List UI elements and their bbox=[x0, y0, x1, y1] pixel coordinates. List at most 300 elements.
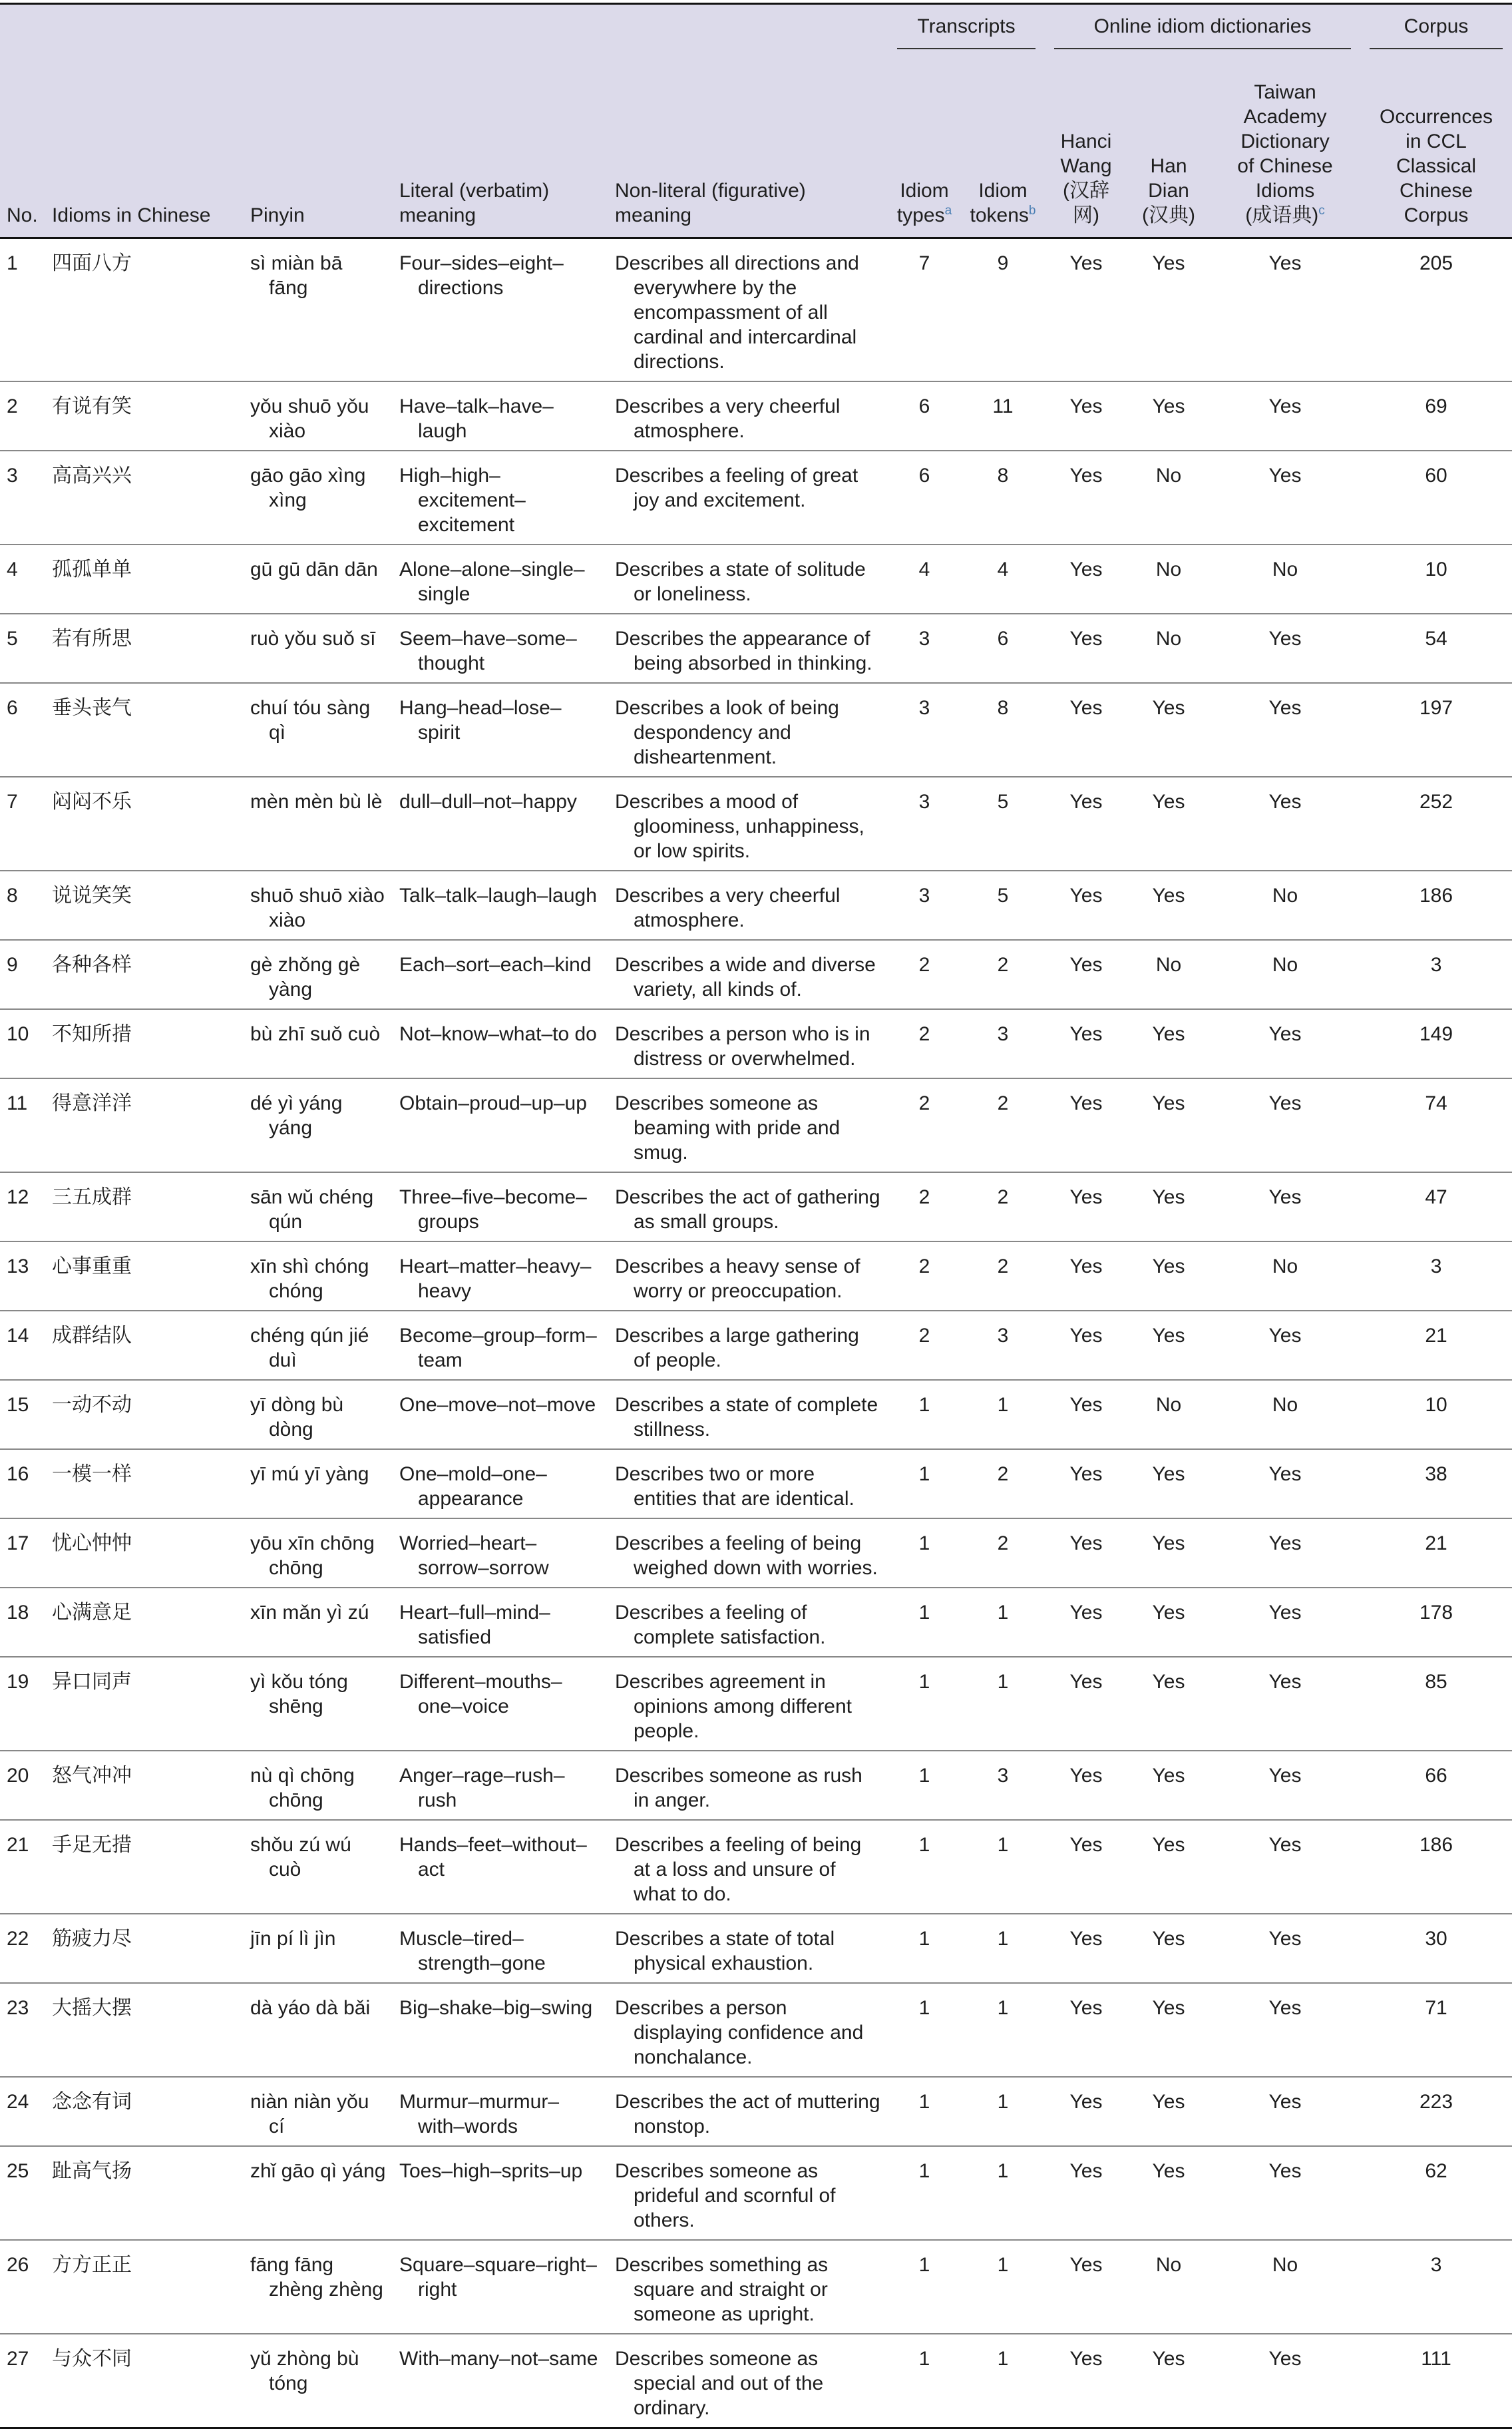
table-row bbox=[0, 683, 1512, 777]
figurative-meaning: Describes the act of gathering as small groups. bbox=[608, 1172, 888, 1241]
hanci-wang: Yes bbox=[1045, 683, 1127, 777]
group-transcripts: Transcripts bbox=[888, 4, 1045, 59]
idiom-types: 1 bbox=[888, 2240, 961, 2334]
idiom-types: 1 bbox=[888, 1820, 961, 1914]
table-row bbox=[0, 238, 1512, 382]
pinyin: yōu xīn chōng chōng bbox=[244, 1518, 393, 1588]
table-row bbox=[0, 777, 1512, 871]
idiom-tokens: 2 bbox=[961, 1078, 1045, 1172]
hanci-wang: Yes bbox=[1045, 2334, 1127, 2428]
hanci-wang: Yes bbox=[1045, 1311, 1127, 1380]
header-column-row bbox=[0, 58, 1512, 238]
table-row bbox=[0, 1914, 1512, 1983]
taiwan-dictionary: Yes bbox=[1210, 1518, 1360, 1588]
ccl-occurrences: 10 bbox=[1360, 1380, 1512, 1449]
literal-meaning: With–many–not–same bbox=[393, 2334, 608, 2428]
figurative-meaning: Describes a person who is in distress or overwhelmed. bbox=[608, 1009, 888, 1078]
pinyin: shǒu zú wú cuò bbox=[244, 1820, 393, 1914]
ccl-occurrences: 223 bbox=[1360, 2077, 1512, 2146]
idiom-tokens: 2 bbox=[961, 1449, 1045, 1518]
literal-meaning: Talk–talk–laugh–laugh bbox=[393, 871, 608, 940]
taiwan-dictionary: Yes bbox=[1210, 614, 1360, 683]
hanci-wang: Yes bbox=[1045, 381, 1127, 451]
ccl-occurrences: 54 bbox=[1360, 614, 1512, 683]
row-number: 12 bbox=[0, 1172, 45, 1241]
col-idiom: Idioms in Chinese bbox=[45, 58, 244, 238]
row-number: 27 bbox=[0, 2334, 45, 2428]
taiwan-dictionary: Yes bbox=[1210, 2146, 1360, 2240]
idiom-tokens: 4 bbox=[961, 545, 1045, 614]
idiom-chinese: 各种各样 bbox=[45, 940, 244, 1009]
idiom-tokens: 1 bbox=[961, 2240, 1045, 2334]
idiom-types: 6 bbox=[888, 381, 961, 451]
literal-meaning: Become–group–form–team bbox=[393, 1311, 608, 1380]
idiom-tokens: 1 bbox=[961, 1657, 1045, 1751]
idiom-tokens: 1 bbox=[961, 1914, 1045, 1983]
row-number: 6 bbox=[0, 683, 45, 777]
pinyin: niàn niàn yǒu cí bbox=[244, 2077, 393, 2146]
hanci-wang: Yes bbox=[1045, 1172, 1127, 1241]
ccl-occurrences: 186 bbox=[1360, 871, 1512, 940]
idiom-chinese: 怒气冲冲 bbox=[45, 1751, 244, 1820]
idiom-tokens: 5 bbox=[961, 777, 1045, 871]
idiom-chinese: 心事重重 bbox=[45, 1241, 244, 1311]
pinyin: yī mú yī yàng bbox=[244, 1449, 393, 1518]
pinyin: zhǐ gāo qì yáng bbox=[244, 2146, 393, 2240]
literal-meaning: Muscle–tired–strength–gone bbox=[393, 1914, 608, 1983]
taiwan-dictionary: No bbox=[1210, 940, 1360, 1009]
han-dian: Yes bbox=[1127, 1518, 1210, 1588]
hanci-wang: Yes bbox=[1045, 871, 1127, 940]
literal-meaning: Not–know–what–to do bbox=[393, 1009, 608, 1078]
idiom-chinese: 与众不同 bbox=[45, 2334, 244, 2428]
figurative-meaning: Describes someone as beaming with pride and smug. bbox=[608, 1078, 888, 1172]
literal-meaning: Hang–head–lose–spirit bbox=[393, 683, 608, 777]
ccl-occurrences: 21 bbox=[1360, 1311, 1512, 1380]
pinyin: ruò yǒu suǒ sī bbox=[244, 614, 393, 683]
han-dian: Yes bbox=[1127, 1172, 1210, 1241]
pinyin: gū gū dān dān bbox=[244, 545, 393, 614]
figurative-meaning: Describes agreement in opinions among different people. bbox=[608, 1657, 888, 1751]
han-dian: Yes bbox=[1127, 1241, 1210, 1311]
pinyin: xīn mǎn yì zú bbox=[244, 1588, 393, 1657]
idiom-chinese: 有说有笑 bbox=[45, 381, 244, 451]
ccl-occurrences: 66 bbox=[1360, 1751, 1512, 1820]
figurative-meaning: Describes someone as prideful and scornful of others. bbox=[608, 2146, 888, 2240]
table-header bbox=[0, 4, 1512, 238]
col-nonliteral: Non-literal (figurative) meaning bbox=[608, 58, 888, 238]
pinyin: yì kǒu tóng shēng bbox=[244, 1657, 393, 1751]
table-row bbox=[0, 381, 1512, 451]
hanci-wang: Yes bbox=[1045, 1241, 1127, 1311]
ccl-occurrences: 69 bbox=[1360, 381, 1512, 451]
hanci-wang: Yes bbox=[1045, 1983, 1127, 2077]
han-dian: Yes bbox=[1127, 1588, 1210, 1657]
idiom-types: 1 bbox=[888, 1914, 961, 1983]
han-dian: Yes bbox=[1127, 1914, 1210, 1983]
table-row bbox=[0, 1518, 1512, 1588]
figurative-meaning: Describes someone as special and out of the ordinary. bbox=[608, 2334, 888, 2428]
taiwan-dictionary: No bbox=[1210, 1380, 1360, 1449]
row-number: 2 bbox=[0, 381, 45, 451]
literal-meaning: Murmur–murmur–with–words bbox=[393, 2077, 608, 2146]
taiwan-dictionary: Yes bbox=[1210, 1914, 1360, 1983]
idiom-types: 2 bbox=[888, 1311, 961, 1380]
han-dian: Yes bbox=[1127, 1657, 1210, 1751]
row-number: 10 bbox=[0, 1009, 45, 1078]
idiom-chinese: 忧心忡忡 bbox=[45, 1518, 244, 1588]
idiom-chinese: 心满意足 bbox=[45, 1588, 244, 1657]
table-row bbox=[0, 1751, 1512, 1820]
pinyin: yǒu shuō yǒu xiào bbox=[244, 381, 393, 451]
ccl-occurrences: 38 bbox=[1360, 1449, 1512, 1518]
group-dictionaries: Online idiom dictionaries bbox=[1045, 4, 1360, 59]
ccl-occurrences: 30 bbox=[1360, 1914, 1512, 1983]
idiom-types: 1 bbox=[888, 1380, 961, 1449]
hanci-wang: Yes bbox=[1045, 940, 1127, 1009]
ccl-occurrences: 47 bbox=[1360, 1172, 1512, 1241]
idiom-chinese: 成群结队 bbox=[45, 1311, 244, 1380]
idiom-types: 2 bbox=[888, 1241, 961, 1311]
taiwan-dictionary: No bbox=[1210, 1241, 1360, 1311]
ccl-occurrences: 10 bbox=[1360, 545, 1512, 614]
idiom-types: 1 bbox=[888, 2077, 961, 2146]
ccl-occurrences: 74 bbox=[1360, 1078, 1512, 1172]
idiom-tokens: 2 bbox=[961, 1241, 1045, 1311]
taiwan-dictionary: No bbox=[1210, 545, 1360, 614]
row-number: 15 bbox=[0, 1380, 45, 1449]
figurative-meaning: Describes the appearance of being absorbed in thinking. bbox=[608, 614, 888, 683]
ccl-occurrences: 186 bbox=[1360, 1820, 1512, 1914]
hanci-wang: Yes bbox=[1045, 238, 1127, 382]
taiwan-dictionary: Yes bbox=[1210, 777, 1360, 871]
han-dian: No bbox=[1127, 451, 1210, 545]
figurative-meaning: Describes a state of total physical exhaustion. bbox=[608, 1914, 888, 1983]
idiom-tokens: 2 bbox=[961, 940, 1045, 1009]
idiom-tokens: 9 bbox=[961, 238, 1045, 382]
pinyin: dà yáo dà bǎi bbox=[244, 1983, 393, 2077]
taiwan-dictionary: Yes bbox=[1210, 2077, 1360, 2146]
han-dian: Yes bbox=[1127, 1449, 1210, 1518]
col-pinyin: Pinyin bbox=[244, 58, 393, 238]
taiwan-dictionary: No bbox=[1210, 2240, 1360, 2334]
footnote-a: a bbox=[944, 204, 952, 218]
ccl-occurrences: 111 bbox=[1360, 2334, 1512, 2428]
idiom-tokens: 1 bbox=[961, 1380, 1045, 1449]
idiom-types: 1 bbox=[888, 1449, 961, 1518]
col-literal: Literal (verbatim) meaning bbox=[393, 58, 608, 238]
literal-meaning: Hands–feet–without–act bbox=[393, 1820, 608, 1914]
figurative-meaning: Describes the act of muttering nonstop. bbox=[608, 2077, 888, 2146]
literal-meaning: Different–mouths–one–voice bbox=[393, 1657, 608, 1751]
literal-meaning: Three–five–become–groups bbox=[393, 1172, 608, 1241]
literal-meaning: Square–square–right–right bbox=[393, 2240, 608, 2334]
ccl-occurrences: 197 bbox=[1360, 683, 1512, 777]
ccl-occurrences: 85 bbox=[1360, 1657, 1512, 1751]
row-number: 14 bbox=[0, 1311, 45, 1380]
han-dian: Yes bbox=[1127, 381, 1210, 451]
col-idiom-tokens: Idiom tokens$^b$ bbox=[961, 58, 1045, 238]
table-row bbox=[0, 2146, 1512, 2240]
han-dian: No bbox=[1127, 1380, 1210, 1449]
taiwan-dictionary: Yes bbox=[1210, 381, 1360, 451]
idiom-chinese: 闷闷不乐 bbox=[45, 777, 244, 871]
idiom-tokens: 3 bbox=[961, 1009, 1045, 1078]
row-number: 16 bbox=[0, 1449, 45, 1518]
idiom-types: 3 bbox=[888, 871, 961, 940]
row-number: 19 bbox=[0, 1657, 45, 1751]
table-row bbox=[0, 1588, 1512, 1657]
literal-meaning: Heart–full–mind–satisfied bbox=[393, 1588, 608, 1657]
hanci-wang: Yes bbox=[1045, 1657, 1127, 1751]
idiom-chinese: 说说笑笑 bbox=[45, 871, 244, 940]
figurative-meaning: Describes two or more entities that are identical. bbox=[608, 1449, 888, 1518]
table-row bbox=[0, 1820, 1512, 1914]
taiwan-dictionary: Yes bbox=[1210, 1820, 1360, 1914]
idiom-chinese: 手足无措 bbox=[45, 1820, 244, 1914]
idiom-types: 1 bbox=[888, 2146, 961, 2240]
ccl-occurrences: 252 bbox=[1360, 777, 1512, 871]
taiwan-dictionary: Yes bbox=[1210, 1009, 1360, 1078]
row-number: 23 bbox=[0, 1983, 45, 2077]
figurative-meaning: Describes something as square and straight or someone as upright. bbox=[608, 2240, 888, 2334]
han-dian: Yes bbox=[1127, 1820, 1210, 1914]
table-row bbox=[0, 545, 1512, 614]
ccl-occurrences: 3 bbox=[1360, 2240, 1512, 2334]
idiom-chinese: 一模一样 bbox=[45, 1449, 244, 1518]
idiom-types: 7 bbox=[888, 238, 961, 382]
row-number: 7 bbox=[0, 777, 45, 871]
idiom-types: 1 bbox=[888, 1657, 961, 1751]
row-number: 17 bbox=[0, 1518, 45, 1588]
col-idiom-types: Idiom types$^a$ bbox=[888, 58, 961, 238]
idiom-tokens: 8 bbox=[961, 683, 1045, 777]
idiom-chinese: 方方正正 bbox=[45, 2240, 244, 2334]
idiom-chinese: 得意洋洋 bbox=[45, 1078, 244, 1172]
idiom-table bbox=[0, 3, 1512, 2429]
table-row bbox=[0, 2077, 1512, 2146]
taiwan-dictionary: No bbox=[1210, 871, 1360, 940]
hanci-wang: Yes bbox=[1045, 614, 1127, 683]
hanci-wang: Yes bbox=[1045, 1009, 1127, 1078]
literal-meaning: Anger–rage–rush–rush bbox=[393, 1751, 608, 1820]
hanci-wang: Yes bbox=[1045, 1449, 1127, 1518]
ccl-occurrences: 21 bbox=[1360, 1518, 1512, 1588]
idiom-types: 3 bbox=[888, 614, 961, 683]
hanci-wang: Yes bbox=[1045, 451, 1127, 545]
idiom-chinese: 若有所思 bbox=[45, 614, 244, 683]
idiom-tokens: 6 bbox=[961, 614, 1045, 683]
han-dian: Yes bbox=[1127, 777, 1210, 871]
idiom-types: 3 bbox=[888, 777, 961, 871]
table-row bbox=[0, 1241, 1512, 1311]
taiwan-dictionary: Yes bbox=[1210, 1078, 1360, 1172]
literal-meaning: One–move–not–move bbox=[393, 1380, 608, 1449]
literal-meaning: dull–dull–not–happy bbox=[393, 777, 608, 871]
idiom-chinese: 筋疲力尽 bbox=[45, 1914, 244, 1983]
taiwan-dictionary: Yes bbox=[1210, 1172, 1360, 1241]
han-dian: No bbox=[1127, 940, 1210, 1009]
hanci-wang: Yes bbox=[1045, 1588, 1127, 1657]
pinyin: chuí tóu sàng qì bbox=[244, 683, 393, 777]
hanci-wang: Yes bbox=[1045, 545, 1127, 614]
idiom-types: 2 bbox=[888, 940, 961, 1009]
figurative-meaning: Describes a heavy sense of worry or preoccupation. bbox=[608, 1241, 888, 1311]
idiom-types: 1 bbox=[888, 1983, 961, 2077]
hanci-wang: Yes bbox=[1045, 2146, 1127, 2240]
han-dian: Yes bbox=[1127, 1078, 1210, 1172]
idiom-tokens: 1 bbox=[961, 2077, 1045, 2146]
table-row bbox=[0, 451, 1512, 545]
row-number: 9 bbox=[0, 940, 45, 1009]
idiom-types: 1 bbox=[888, 2334, 961, 2428]
row-number: 24 bbox=[0, 2077, 45, 2146]
literal-meaning: Obtain–proud–up–up bbox=[393, 1078, 608, 1172]
ccl-occurrences: 3 bbox=[1360, 940, 1512, 1009]
footnote-c: c bbox=[1318, 204, 1325, 218]
pinyin: gè zhǒng gè yàng bbox=[244, 940, 393, 1009]
table-row bbox=[0, 1311, 1512, 1380]
idiom-types: 2 bbox=[888, 1009, 961, 1078]
table-row bbox=[0, 871, 1512, 940]
pinyin: nù qì chōng chōng bbox=[244, 1751, 393, 1820]
row-number: 13 bbox=[0, 1241, 45, 1311]
header-group-row bbox=[0, 4, 1512, 59]
footnote-b: b bbox=[1028, 204, 1036, 218]
pinyin: shuō shuō xiào xiào bbox=[244, 871, 393, 940]
row-number: 18 bbox=[0, 1588, 45, 1657]
literal-meaning: Alone–alone–single–single bbox=[393, 545, 608, 614]
ccl-occurrences: 205 bbox=[1360, 238, 1512, 382]
pinyin: gāo gāo xìng xìng bbox=[244, 451, 393, 545]
figurative-meaning: Describes all directions and everywhere by the encompassment of all cardinal and intercardinal directions. bbox=[608, 238, 888, 382]
idiom-types: 2 bbox=[888, 1078, 961, 1172]
hanci-wang: Yes bbox=[1045, 1380, 1127, 1449]
idiom-tokens: 8 bbox=[961, 451, 1045, 545]
idiom-chinese: 大摇大摆 bbox=[45, 1983, 244, 2077]
table-row bbox=[0, 940, 1512, 1009]
taiwan-dictionary: Yes bbox=[1210, 451, 1360, 545]
literal-meaning: Toes–high–sprits–up bbox=[393, 2146, 608, 2240]
idiom-tokens: 1 bbox=[961, 1983, 1045, 2077]
han-dian: Yes bbox=[1127, 683, 1210, 777]
taiwan-dictionary: Yes bbox=[1210, 1588, 1360, 1657]
row-number: 8 bbox=[0, 871, 45, 940]
pinyin: sān wǔ chéng qún bbox=[244, 1172, 393, 1241]
table-row bbox=[0, 1983, 1512, 2077]
idiom-chinese: 孤孤单单 bbox=[45, 545, 244, 614]
taiwan-dictionary: Yes bbox=[1210, 1449, 1360, 1518]
row-number: 11 bbox=[0, 1078, 45, 1172]
pinyin: yī dòng bù dòng bbox=[244, 1380, 393, 1449]
table-body bbox=[0, 238, 1512, 2428]
figurative-meaning: Describes a state of complete stillness. bbox=[608, 1380, 888, 1449]
figurative-meaning: Describes a mood of gloominess, unhappiness, or low spirits. bbox=[608, 777, 888, 871]
ccl-occurrences: 3 bbox=[1360, 1241, 1512, 1311]
ccl-occurrences: 60 bbox=[1360, 451, 1512, 545]
pinyin: sì miàn bā fāng bbox=[244, 238, 393, 382]
figurative-meaning: Describes a feeling of complete satisfaction. bbox=[608, 1588, 888, 1657]
han-dian: Yes bbox=[1127, 238, 1210, 382]
col-han-dian: Han Dian (汉典) bbox=[1127, 58, 1210, 238]
pinyin: jīn pí lì jìn bbox=[244, 1914, 393, 1983]
table-row bbox=[0, 2240, 1512, 2334]
row-number: 26 bbox=[0, 2240, 45, 2334]
han-dian: Yes bbox=[1127, 2077, 1210, 2146]
taiwan-dictionary: Yes bbox=[1210, 1751, 1360, 1820]
han-dian: Yes bbox=[1127, 871, 1210, 940]
idiom-types: 1 bbox=[888, 1518, 961, 1588]
taiwan-dictionary: Yes bbox=[1210, 683, 1360, 777]
figurative-meaning: Describes a very cheerful atmosphere. bbox=[608, 381, 888, 451]
taiwan-dictionary: Yes bbox=[1210, 1983, 1360, 2077]
idiom-tokens: 1 bbox=[961, 1588, 1045, 1657]
hanci-wang: Yes bbox=[1045, 1914, 1127, 1983]
table-row bbox=[0, 1657, 1512, 1751]
han-dian: Yes bbox=[1127, 1751, 1210, 1820]
figurative-meaning: Describes a state of solitude or loneliness. bbox=[608, 545, 888, 614]
table-row bbox=[0, 2334, 1512, 2428]
hanci-wang: Yes bbox=[1045, 1751, 1127, 1820]
literal-meaning: Seem–have–some–thought bbox=[393, 614, 608, 683]
idiom-tokens: 3 bbox=[961, 1751, 1045, 1820]
hanci-wang: Yes bbox=[1045, 2240, 1127, 2334]
pinyin: fāng fāng zhèng zhèng bbox=[244, 2240, 393, 2334]
idiom-chinese: 念念有词 bbox=[45, 2077, 244, 2146]
literal-meaning: Four–sides–eight–directions bbox=[393, 238, 608, 382]
literal-meaning: Worried–heart–sorrow–sorrow bbox=[393, 1518, 608, 1588]
han-dian: No bbox=[1127, 2240, 1210, 2334]
idiom-chinese: 三五成群 bbox=[45, 1172, 244, 1241]
figurative-meaning: Describes someone as rush in anger. bbox=[608, 1751, 888, 1820]
idiom-tokens: 1 bbox=[961, 2146, 1045, 2240]
pinyin: mèn mèn bù lè bbox=[244, 777, 393, 871]
idiom-chinese: 四面八方 bbox=[45, 238, 244, 382]
figurative-meaning: Describes a feeling of great joy and excitement. bbox=[608, 451, 888, 545]
idiom-types: 3 bbox=[888, 683, 961, 777]
hanci-wang: Yes bbox=[1045, 2077, 1127, 2146]
ccl-occurrences: 62 bbox=[1360, 2146, 1512, 2240]
han-dian: Yes bbox=[1127, 1311, 1210, 1380]
pinyin: dé yì yáng yáng bbox=[244, 1078, 393, 1172]
row-number: 20 bbox=[0, 1751, 45, 1820]
idiom-chinese: 异口同声 bbox=[45, 1657, 244, 1751]
row-number: 3 bbox=[0, 451, 45, 545]
figurative-meaning: Describes a very cheerful atmosphere. bbox=[608, 871, 888, 940]
idiom-types: 2 bbox=[888, 1172, 961, 1241]
pinyin: chéng qún jié duì bbox=[244, 1311, 393, 1380]
han-dian: No bbox=[1127, 545, 1210, 614]
hanci-wang: Yes bbox=[1045, 1820, 1127, 1914]
col-no: No. bbox=[0, 58, 45, 238]
figurative-meaning: Describes a person displaying confidence and nonchalance. bbox=[608, 1983, 888, 2077]
ccl-occurrences: 149 bbox=[1360, 1009, 1512, 1078]
hanci-wang: Yes bbox=[1045, 1518, 1127, 1588]
idiom-tokens: 3 bbox=[961, 1311, 1045, 1380]
han-dian: Yes bbox=[1127, 2146, 1210, 2240]
literal-meaning: High–high–excitement–excitement bbox=[393, 451, 608, 545]
figurative-meaning: Describes a feeling of being weighed down with worries. bbox=[608, 1518, 888, 1588]
literal-meaning: Heart–matter–heavy–heavy bbox=[393, 1241, 608, 1311]
figurative-meaning: Describes a feeling of being at a loss and unsure of what to do. bbox=[608, 1820, 888, 1914]
idiom-tokens: 5 bbox=[961, 871, 1045, 940]
table-row bbox=[0, 1449, 1512, 1518]
idiom-chinese: 高高兴兴 bbox=[45, 451, 244, 545]
han-dian: Yes bbox=[1127, 1983, 1210, 2077]
table-row bbox=[0, 1009, 1512, 1078]
group-corpus: Corpus bbox=[1360, 4, 1512, 59]
col-hanci-wang: Hanci Wang (汉辞网) bbox=[1045, 58, 1127, 238]
